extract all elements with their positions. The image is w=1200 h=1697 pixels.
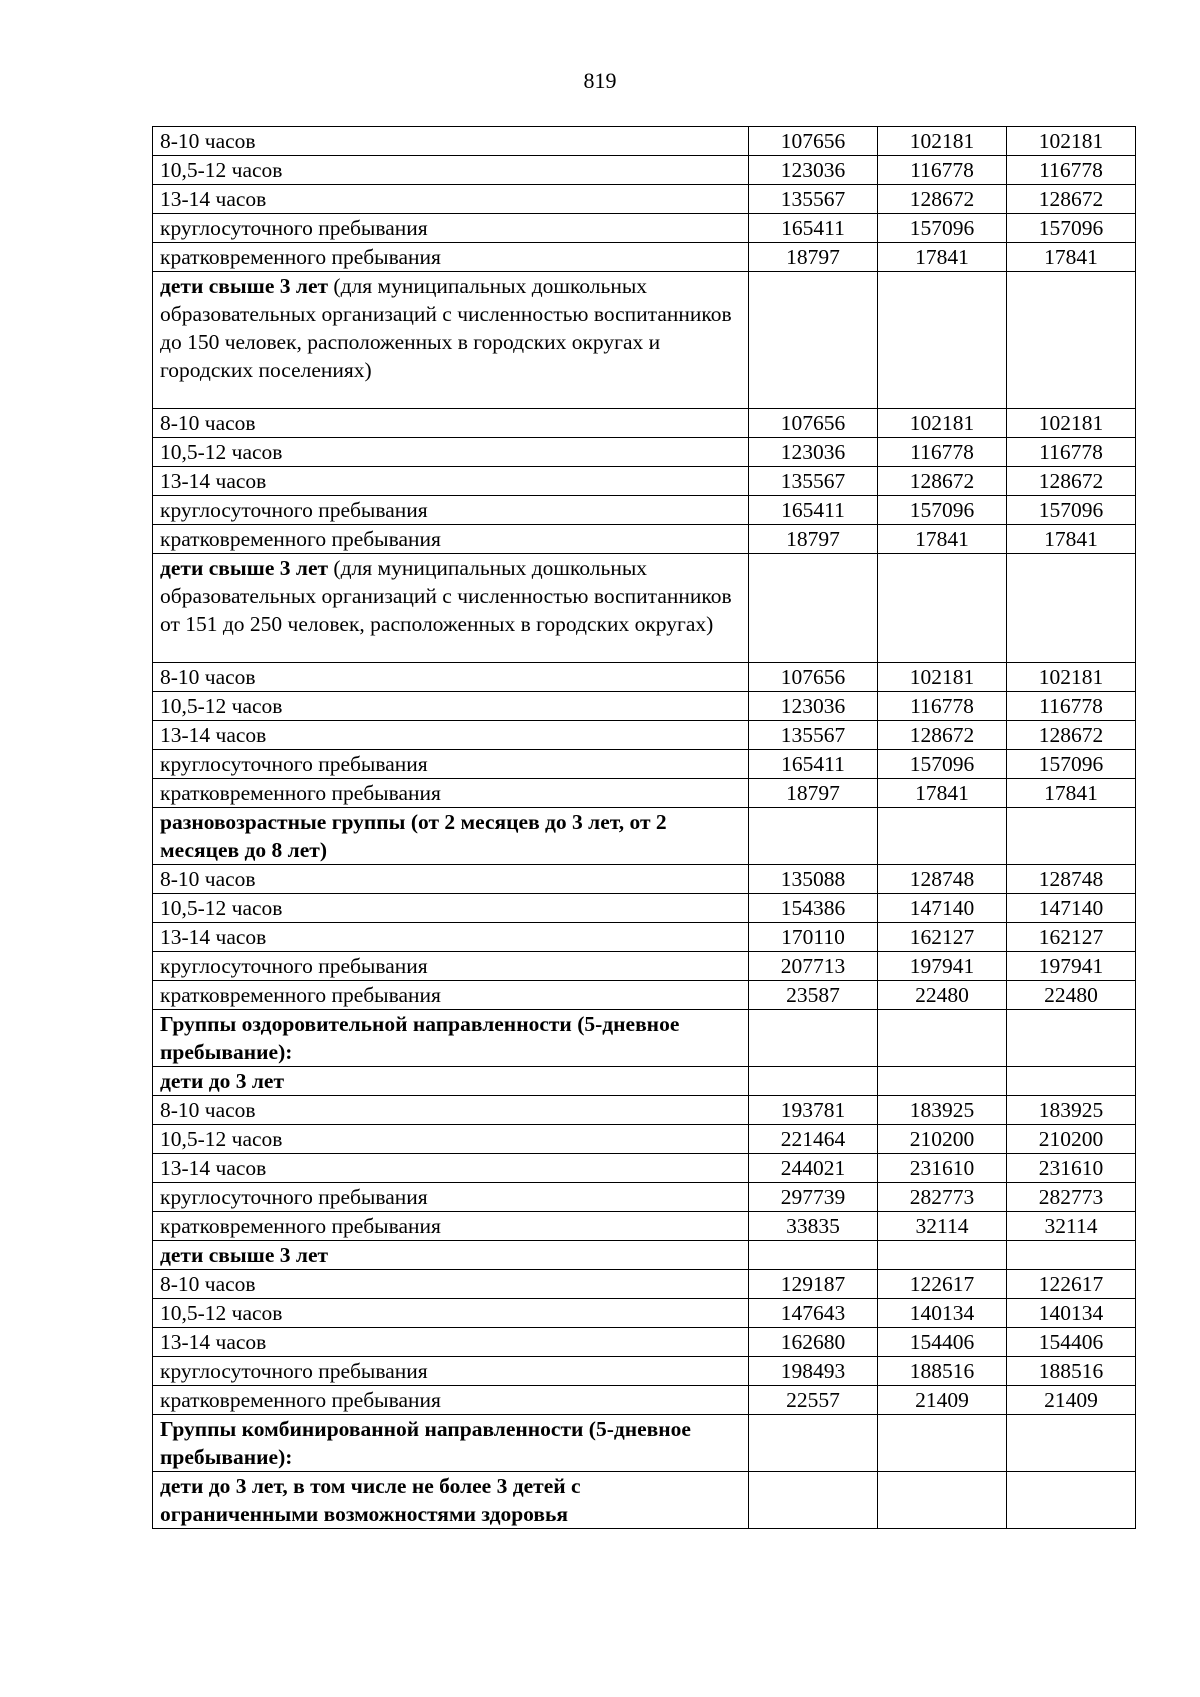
table-row bbox=[153, 981, 1136, 1010]
value-cell bbox=[1007, 1010, 1136, 1067]
section-label bbox=[153, 1415, 749, 1472]
value-cell: 157096 bbox=[1007, 214, 1136, 243]
value-cell: 22557 bbox=[749, 1386, 878, 1415]
row-label: 8-10 часов bbox=[153, 127, 749, 156]
table-row bbox=[153, 750, 1136, 779]
section-label bbox=[153, 1472, 749, 1529]
value-cell: 17841 bbox=[878, 243, 1007, 272]
value-cell: 107656 bbox=[749, 409, 878, 438]
table-row bbox=[153, 156, 1136, 185]
value-cell: 128672 bbox=[878, 185, 1007, 214]
value-cell bbox=[878, 1010, 1007, 1067]
value-cell: 122617 bbox=[1007, 1270, 1136, 1299]
value-cell: 147140 bbox=[1007, 894, 1136, 923]
table-row bbox=[153, 1183, 1136, 1212]
section-label-bold: дети свыше 3 лет bbox=[160, 1243, 329, 1267]
value-cell bbox=[749, 808, 878, 865]
table-row bbox=[153, 663, 1136, 692]
table-row bbox=[153, 243, 1136, 272]
value-cell: 17841 bbox=[1007, 243, 1136, 272]
table-row bbox=[153, 185, 1136, 214]
value-cell: 22480 bbox=[1007, 981, 1136, 1010]
value-cell bbox=[878, 1415, 1007, 1472]
value-cell bbox=[1007, 808, 1136, 865]
value-cell: 128672 bbox=[1007, 721, 1136, 750]
row-label: кратковременного пребывания bbox=[153, 981, 749, 1010]
row-label: круглосуточного пребывания bbox=[153, 750, 749, 779]
cell-spacer bbox=[160, 638, 741, 662]
value-cell: 198493 bbox=[749, 1357, 878, 1386]
table-row bbox=[153, 525, 1136, 554]
value-cell: 183925 bbox=[878, 1096, 1007, 1125]
row-label: 10,5-12 часов bbox=[153, 894, 749, 923]
value-cell: 23587 bbox=[749, 981, 878, 1010]
table-row bbox=[153, 409, 1136, 438]
value-cell: 21409 bbox=[878, 1386, 1007, 1415]
section-label bbox=[153, 554, 749, 663]
table-row bbox=[153, 721, 1136, 750]
table-row bbox=[153, 127, 1136, 156]
row-label: кратковременного пребывания bbox=[153, 243, 749, 272]
tariff-table bbox=[152, 126, 1136, 1529]
value-cell bbox=[749, 554, 878, 663]
row-label: кратковременного пребывания bbox=[153, 1212, 749, 1241]
row-label: 13-14 часов bbox=[153, 185, 749, 214]
value-cell: 210200 bbox=[878, 1125, 1007, 1154]
value-cell: 157096 bbox=[878, 214, 1007, 243]
value-cell: 18797 bbox=[749, 243, 878, 272]
value-cell: 231610 bbox=[878, 1154, 1007, 1183]
value-cell: 154406 bbox=[1007, 1328, 1136, 1357]
row-label: круглосуточного пребывания bbox=[153, 496, 749, 525]
table-row bbox=[153, 779, 1136, 808]
value-cell: 102181 bbox=[1007, 663, 1136, 692]
value-cell: 157096 bbox=[878, 496, 1007, 525]
section-label-bold: разновозрастные группы (от 2 месяцев до 3 лет, от 2 месяцев до 8 лет) bbox=[160, 810, 667, 862]
value-cell: 297739 bbox=[749, 1183, 878, 1212]
row-label: 13-14 часов bbox=[153, 923, 749, 952]
section-header-row bbox=[153, 554, 1136, 663]
value-cell: 107656 bbox=[749, 127, 878, 156]
value-cell: 170110 bbox=[749, 923, 878, 952]
section-label-bold: дети до 3 лет, в том числе не более 3 детей с ограниченными возможностями здоровья bbox=[160, 1474, 581, 1526]
value-cell: 135088 bbox=[749, 865, 878, 894]
value-cell: 128672 bbox=[1007, 185, 1136, 214]
value-cell: 21409 bbox=[1007, 1386, 1136, 1415]
value-cell: 162127 bbox=[878, 923, 1007, 952]
value-cell: 282773 bbox=[878, 1183, 1007, 1212]
value-cell: 157096 bbox=[1007, 750, 1136, 779]
table-row bbox=[153, 692, 1136, 721]
row-label: 8-10 часов bbox=[153, 409, 749, 438]
section-label bbox=[153, 272, 749, 409]
value-cell bbox=[749, 1415, 878, 1472]
value-cell: 197941 bbox=[878, 952, 1007, 981]
value-cell: 123036 bbox=[749, 438, 878, 467]
table-row bbox=[153, 467, 1136, 496]
value-cell bbox=[1007, 1067, 1136, 1096]
row-label: 10,5-12 часов bbox=[153, 1125, 749, 1154]
value-cell: 128672 bbox=[1007, 467, 1136, 496]
section-header-row bbox=[153, 1010, 1136, 1067]
section-label-note: (для муниципальных дошкольных образовательных организаций с численностью воспитанников до 150 человек, расположенных в городских округах и городских поселениях) bbox=[160, 274, 732, 382]
row-label: 13-14 часов bbox=[153, 721, 749, 750]
row-label: 8-10 часов bbox=[153, 663, 749, 692]
table-body bbox=[153, 127, 1136, 1529]
row-label: 8-10 часов bbox=[153, 865, 749, 894]
value-cell: 165411 bbox=[749, 496, 878, 525]
section-header-row bbox=[153, 1067, 1136, 1096]
value-cell: 128672 bbox=[878, 467, 1007, 496]
value-cell: 193781 bbox=[749, 1096, 878, 1125]
value-cell bbox=[1007, 1241, 1136, 1270]
row-label: кратковременного пребывания bbox=[153, 779, 749, 808]
value-cell: 33835 bbox=[749, 1212, 878, 1241]
value-cell: 157096 bbox=[878, 750, 1007, 779]
value-cell: 231610 bbox=[1007, 1154, 1136, 1183]
section-header-row bbox=[153, 1472, 1136, 1529]
value-cell: 207713 bbox=[749, 952, 878, 981]
table-row bbox=[153, 438, 1136, 467]
row-label: 10,5-12 часов bbox=[153, 692, 749, 721]
value-cell: 128672 bbox=[878, 721, 1007, 750]
value-cell: 188516 bbox=[1007, 1357, 1136, 1386]
value-cell: 116778 bbox=[1007, 438, 1136, 467]
section-label-bold: Группы оздоровительной направленности (5-дневное пребывание): bbox=[160, 1012, 680, 1064]
value-cell: 244021 bbox=[749, 1154, 878, 1183]
value-cell: 183925 bbox=[1007, 1096, 1136, 1125]
value-cell: 102181 bbox=[1007, 127, 1136, 156]
section-label-bold: Группы комбинированной направленности (5-дневное пребывание): bbox=[160, 1417, 691, 1469]
value-cell: 128748 bbox=[1007, 865, 1136, 894]
section-label-bold: дети свыше 3 лет bbox=[160, 274, 329, 298]
value-cell: 116778 bbox=[1007, 692, 1136, 721]
value-cell: 17841 bbox=[1007, 525, 1136, 554]
row-label: 10,5-12 часов bbox=[153, 156, 749, 185]
section-label-bold: дети свыше 3 лет bbox=[160, 556, 329, 580]
row-label: круглосуточного пребывания bbox=[153, 1183, 749, 1212]
section-header-row bbox=[153, 272, 1136, 409]
table-row bbox=[153, 1386, 1136, 1415]
table-row bbox=[153, 1357, 1136, 1386]
value-cell: 282773 bbox=[1007, 1183, 1136, 1212]
value-cell: 107656 bbox=[749, 663, 878, 692]
value-cell bbox=[749, 1010, 878, 1067]
value-cell: 32114 bbox=[1007, 1212, 1136, 1241]
section-label-bold: дети до 3 лет bbox=[160, 1069, 285, 1093]
table-row bbox=[153, 865, 1136, 894]
value-cell: 221464 bbox=[749, 1125, 878, 1154]
table-row bbox=[153, 496, 1136, 525]
table-row bbox=[153, 1328, 1136, 1357]
value-cell: 102181 bbox=[878, 127, 1007, 156]
value-cell: 17841 bbox=[878, 525, 1007, 554]
value-cell: 17841 bbox=[1007, 779, 1136, 808]
table-row bbox=[153, 214, 1136, 243]
table-row bbox=[153, 1299, 1136, 1328]
row-label: 10,5-12 часов bbox=[153, 438, 749, 467]
value-cell bbox=[749, 1472, 878, 1529]
value-cell: 129187 bbox=[749, 1270, 878, 1299]
value-cell bbox=[749, 272, 878, 409]
value-cell bbox=[878, 1067, 1007, 1096]
value-cell: 18797 bbox=[749, 525, 878, 554]
row-label: кратковременного пребывания bbox=[153, 525, 749, 554]
value-cell bbox=[1007, 1472, 1136, 1529]
value-cell: 128748 bbox=[878, 865, 1007, 894]
value-cell: 116778 bbox=[1007, 156, 1136, 185]
value-cell bbox=[749, 1067, 878, 1096]
value-cell: 210200 bbox=[1007, 1125, 1136, 1154]
value-cell: 22480 bbox=[878, 981, 1007, 1010]
value-cell bbox=[878, 272, 1007, 409]
value-cell bbox=[1007, 1415, 1136, 1472]
value-cell: 157096 bbox=[1007, 496, 1136, 525]
value-cell: 135567 bbox=[749, 721, 878, 750]
table-row bbox=[153, 952, 1136, 981]
value-cell: 116778 bbox=[878, 156, 1007, 185]
value-cell: 154406 bbox=[878, 1328, 1007, 1357]
value-cell: 147643 bbox=[749, 1299, 878, 1328]
row-label: круглосуточного пребывания bbox=[153, 952, 749, 981]
section-label bbox=[153, 808, 749, 865]
value-cell: 123036 bbox=[749, 692, 878, 721]
row-label: 8-10 часов bbox=[153, 1096, 749, 1125]
table-row bbox=[153, 894, 1136, 923]
row-label: 10,5-12 часов bbox=[153, 1299, 749, 1328]
value-cell bbox=[749, 1241, 878, 1270]
value-cell bbox=[878, 808, 1007, 865]
value-cell: 17841 bbox=[878, 779, 1007, 808]
row-label: круглосуточного пребывания bbox=[153, 214, 749, 243]
value-cell: 102181 bbox=[878, 409, 1007, 438]
value-cell: 162127 bbox=[1007, 923, 1136, 952]
section-label bbox=[153, 1241, 749, 1270]
value-cell bbox=[1007, 272, 1136, 409]
section-label bbox=[153, 1067, 749, 1096]
page-number: 819 bbox=[583, 68, 617, 93]
value-cell: 165411 bbox=[749, 214, 878, 243]
value-cell bbox=[1007, 554, 1136, 663]
value-cell: 135567 bbox=[749, 185, 878, 214]
value-cell: 102181 bbox=[1007, 409, 1136, 438]
value-cell bbox=[878, 1241, 1007, 1270]
table-row bbox=[153, 1212, 1136, 1241]
value-cell: 162680 bbox=[749, 1328, 878, 1357]
value-cell bbox=[878, 1472, 1007, 1529]
value-cell: 154386 bbox=[749, 894, 878, 923]
table-row bbox=[153, 1270, 1136, 1299]
value-cell: 116778 bbox=[878, 692, 1007, 721]
value-cell: 197941 bbox=[1007, 952, 1136, 981]
value-cell: 140134 bbox=[878, 1299, 1007, 1328]
table-row bbox=[153, 1096, 1136, 1125]
section-label-note: (для муниципальных дошкольных образовательных организаций с численностью воспитанников от 151 до 250 человек, расположенных в городских округах) bbox=[160, 556, 732, 636]
table-row bbox=[153, 923, 1136, 952]
table-row bbox=[153, 1125, 1136, 1154]
value-cell bbox=[878, 554, 1007, 663]
table-row bbox=[153, 1154, 1136, 1183]
row-label: 13-14 часов bbox=[153, 467, 749, 496]
row-label: 8-10 часов bbox=[153, 1270, 749, 1299]
value-cell: 32114 bbox=[878, 1212, 1007, 1241]
value-cell: 135567 bbox=[749, 467, 878, 496]
value-cell: 188516 bbox=[878, 1357, 1007, 1386]
section-label bbox=[153, 1010, 749, 1067]
value-cell: 102181 bbox=[878, 663, 1007, 692]
section-header-row bbox=[153, 1415, 1136, 1472]
value-cell: 122617 bbox=[878, 1270, 1007, 1299]
row-label: кратковременного пребывания bbox=[153, 1386, 749, 1415]
row-label: 13-14 часов bbox=[153, 1328, 749, 1357]
value-cell: 123036 bbox=[749, 156, 878, 185]
value-cell: 140134 bbox=[1007, 1299, 1136, 1328]
cell-spacer bbox=[160, 384, 741, 408]
section-header-row bbox=[153, 1241, 1136, 1270]
value-cell: 116778 bbox=[878, 438, 1007, 467]
value-cell: 165411 bbox=[749, 750, 878, 779]
value-cell: 147140 bbox=[878, 894, 1007, 923]
row-label: 13-14 часов bbox=[153, 1154, 749, 1183]
row-label: круглосуточного пребывания bbox=[153, 1357, 749, 1386]
section-header-row bbox=[153, 808, 1136, 865]
value-cell: 18797 bbox=[749, 779, 878, 808]
